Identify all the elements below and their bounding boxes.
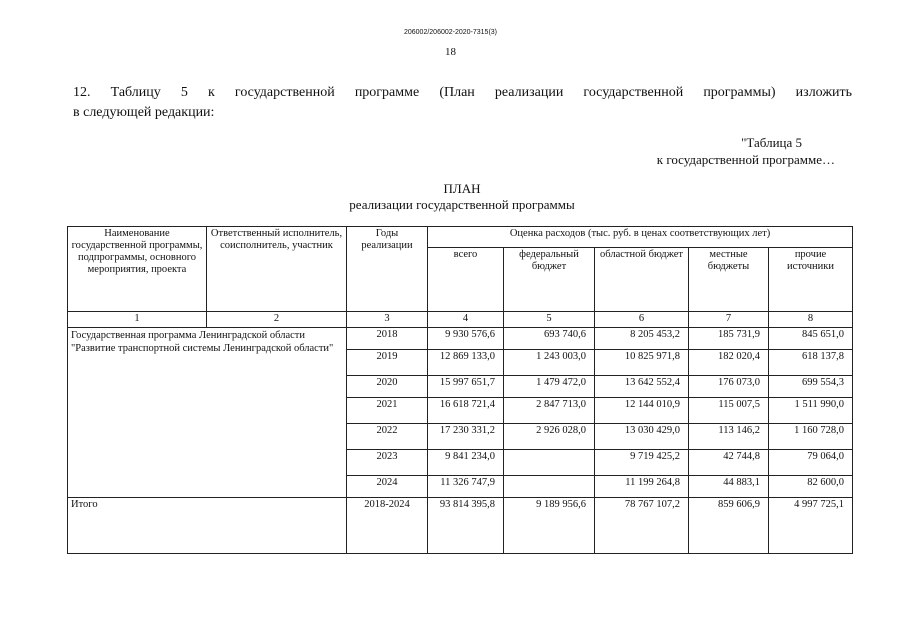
word: 12. [73,85,91,100]
column-number-row [68,312,853,328]
cell-year: 2020 [347,376,428,398]
word: Таблицу [110,85,161,100]
header-federal: федеральный бюджет [504,248,595,312]
cell-year: 2024 [347,476,428,498]
word: к [208,85,215,100]
cell-year: 2018 [347,328,428,350]
cell-regional: 12 144 010,9 [595,398,689,424]
paragraph-line-1 [73,83,852,103]
cell-local: 115 007,5 [689,398,769,424]
cell-other: 699 554,3 [769,376,853,398]
table-reference [560,134,835,168]
document-id: 206002/206002-2020-7315(3) [403,29,498,36]
word: (План [439,85,475,100]
summary-federal: 9 189 956,6 [504,498,595,554]
word: реализации [494,85,564,100]
cell-other: 1 160 728,0 [769,424,853,450]
header-regional: областной бюджет [595,248,689,312]
summary-year: 2018-2024 [347,498,428,554]
table-reference-line-1: "Таблица 5 [741,135,802,150]
cell-total: 16 618 721,4 [428,398,504,424]
header-total: всего [428,248,504,312]
cell-regional: 9 719 425,2 [595,450,689,476]
cell-regional: 10 825 971,8 [595,350,689,376]
cell-federal: 2 847 713,0 [504,398,595,424]
cell-local: 113 146,2 [689,424,769,450]
header-costs-group: Оценка расходов (тыс. руб. в ценах соответствующих лет) [428,227,853,248]
cell-other: 845 651,0 [769,328,853,350]
cell-total: 9 930 576,6 [428,328,504,350]
cell-regional: 13 642 552,4 [595,376,689,398]
header-other: прочие источники [769,248,853,312]
word: программе [354,85,420,100]
cell-year: 2022 [347,424,428,450]
page-number: 18 [445,46,456,58]
plan-title-heading: ПЛАН [443,181,481,196]
cell-year: 2021 [347,398,428,424]
column-number: 5 [504,312,595,328]
column-number: 3 [347,312,428,328]
cell-local: 185 731,9 [689,328,769,350]
cell-other: 618 137,8 [769,350,853,376]
word: изложить [795,85,852,100]
word: государственной [234,85,335,100]
cell-other: 82 600,0 [769,476,853,498]
cell-local: 176 073,0 [689,376,769,398]
paragraph-12 [73,83,852,123]
cell-federal: 1 479 472,0 [504,376,595,398]
column-number: 7 [689,312,769,328]
cell-regional: 13 030 429,0 [595,424,689,450]
word: программы) [703,85,776,100]
summary-row [68,498,853,554]
cell-year: 2023 [347,450,428,476]
summary-other: 4 997 725,1 [769,498,853,554]
plan-title-subheading: реализации государственной программы [349,197,575,212]
header-years: Годы реализации [347,227,428,312]
plan-table [67,226,853,554]
plan-title [0,181,901,213]
word: 5 [180,85,188,100]
word: государственной [583,85,684,100]
summary-label: Итого [68,498,347,554]
header-row [68,227,853,248]
header-local: местные бюджеты [689,248,769,312]
table-row [68,328,853,350]
column-number: 6 [595,312,689,328]
cell-other: 1 511 990,0 [769,398,853,424]
table-reference-line-2: к государственной программе… [656,152,835,167]
cell-federal: 2 926 028,0 [504,424,595,450]
cell-federal: 693 740,6 [504,328,595,350]
cell-local: 42 744,8 [689,450,769,476]
summary-total: 93 814 395,8 [428,498,504,554]
cell-federal [504,476,595,498]
paragraph-line-2: в следующей редакции: [73,105,215,120]
column-number: 1 [68,312,207,328]
program-name: Государственная программа Ленинградской области "Развитие транспортной системы Ленинградской области" [68,328,347,498]
column-number: 2 [207,312,347,328]
summary-local: 859 606,9 [689,498,769,554]
header-name: Наименование государственной программы, подпрограммы, основного мероприятия, проекта [68,227,207,312]
column-number: 4 [428,312,504,328]
cell-regional: 8 205 453,2 [595,328,689,350]
column-number: 8 [769,312,853,328]
summary-regional: 78 767 107,2 [595,498,689,554]
cell-local: 182 020,4 [689,350,769,376]
cell-total: 11 326 747,9 [428,476,504,498]
cell-year: 2019 [347,350,428,376]
cell-local: 44 883,1 [689,476,769,498]
cell-total: 15 997 651,7 [428,376,504,398]
cell-total: 12 869 133,0 [428,350,504,376]
cell-total: 17 230 331,2 [428,424,504,450]
cell-federal: 1 243 003,0 [504,350,595,376]
cell-total: 9 841 234,0 [428,450,504,476]
header-executor: Ответственный исполнитель, соисполнитель, участник [207,227,347,312]
cell-other: 79 064,0 [769,450,853,476]
cell-regional: 11 199 264,8 [595,476,689,498]
cell-federal [504,450,595,476]
